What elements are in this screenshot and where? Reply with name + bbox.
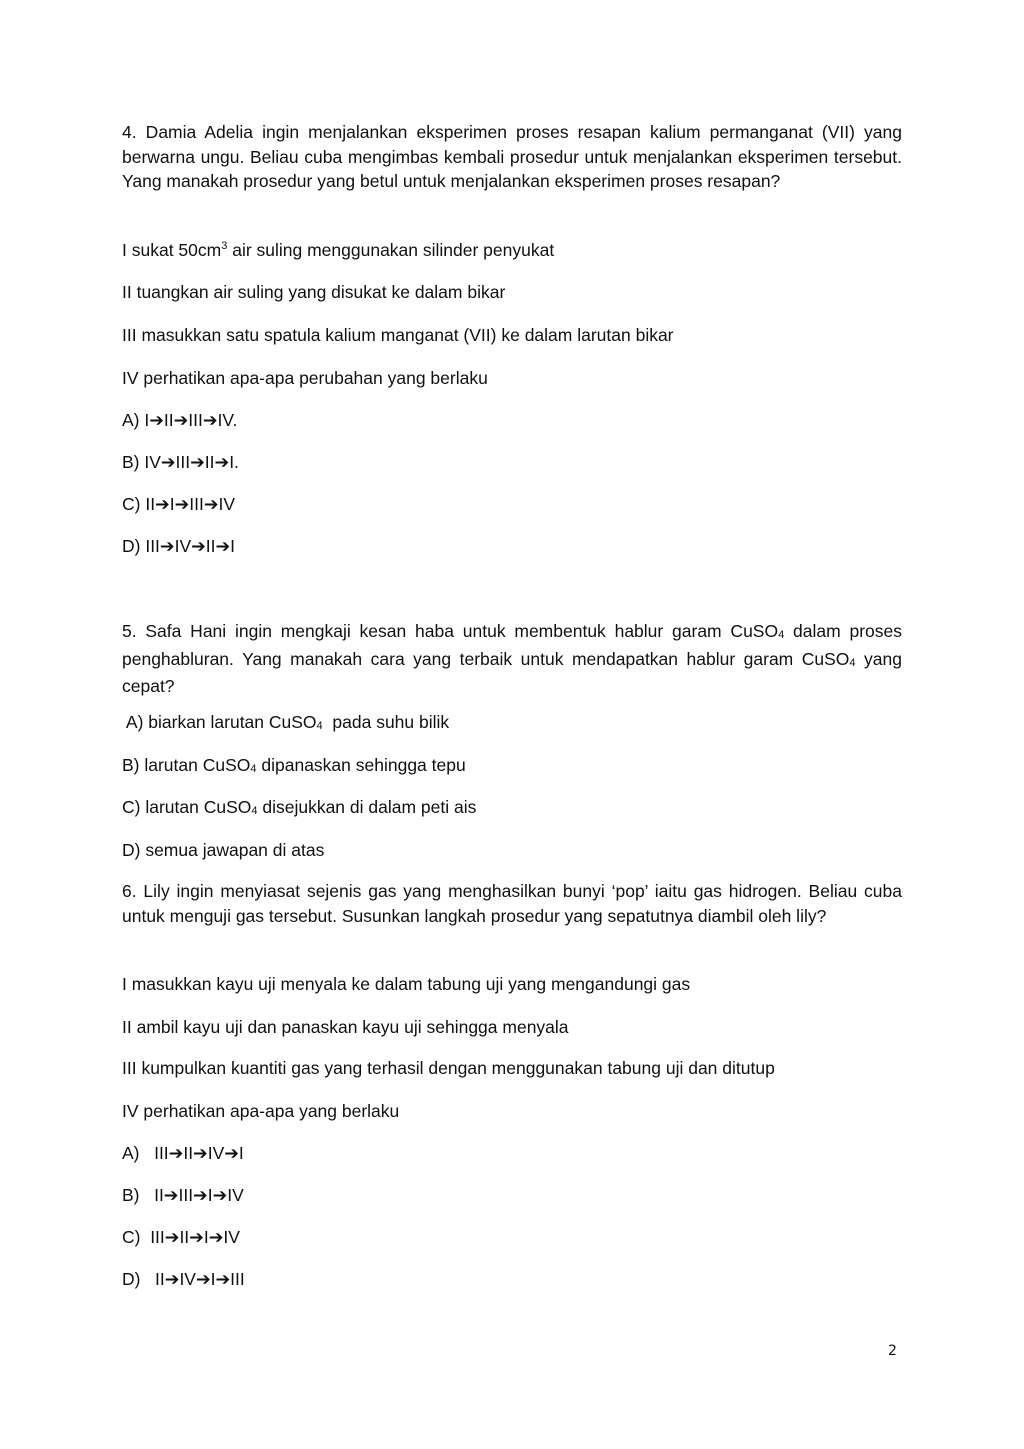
question-5-option-b bbox=[122, 753, 466, 780]
option-text: dipanaskan sehingga tepu bbox=[256, 755, 466, 775]
option-text: B) larutan CuSO bbox=[122, 755, 251, 775]
question-4-option-c: C) II➔I➔III➔IV bbox=[122, 494, 236, 514]
question-6-step-3: III kumpulkan kuantiti gas yang terhasil dengan menggunakan tabung uji dan ditutup bbox=[122, 1058, 775, 1078]
option-text: disejukkan di dalam peti ais bbox=[257, 797, 477, 817]
question-4-step-2: II tuangkan air suling yang disukat ke dalam bikar bbox=[122, 282, 506, 302]
option-text: pada suhu bilik bbox=[322, 712, 450, 732]
question-6-step-4: IV perhatikan apa-apa yang berlaku bbox=[122, 1101, 400, 1121]
question-4-option-d: D) III➔IV➔II➔I bbox=[122, 536, 236, 556]
option-text: A) biarkan larutan CuSO bbox=[122, 712, 317, 732]
subscript: 4 bbox=[251, 805, 258, 817]
stem-text: 5. Safa Hani ingin mengkaji kesan haba untuk membentuk hablur garam CuSO bbox=[122, 621, 779, 641]
question-4-step-4: IV perhatikan apa-apa perubahan yang berlaku bbox=[122, 368, 488, 388]
stem-text: yang cepat? bbox=[122, 648, 902, 696]
subscript: 4 bbox=[849, 656, 856, 669]
question-5-stem bbox=[122, 619, 902, 699]
question-6-stem: 6. Lily ingin menyiasat sejenis gas yang menghasilkan bunyi ‘pop’ iaitu gas hidrogen. Beliau cuba untuk menguji gas tersebut. Susunkan langkah prosedur yang sepatutnya diambil oleh lily? bbox=[122, 881, 902, 926]
question-5-option-c bbox=[122, 795, 476, 822]
question-6-step-1: I masukkan kayu uji menyala ke dalam tabung uji yang mengandungi gas bbox=[122, 974, 691, 994]
superscript: 3 bbox=[221, 240, 228, 253]
question-4-stem: 4. Damia Adelia ingin menjalankan eksperimen proses resapan kalium permanganat (VII) yang berwarna ungu. Beliau cuba mengimbas kembali prosedur untuk menjalankan eksperimen tersebut. Yang manakah prosedur yang betul untuk menjalankan eksperimen proses resapan? bbox=[122, 122, 902, 191]
question-4-step-1 bbox=[122, 238, 554, 262]
subscript: 4 bbox=[778, 629, 785, 641]
question-5-option-d: D) semua jawapan di atas bbox=[122, 840, 325, 860]
question-6-step-2: II ambil kayu uji dan panaskan kayu uji sehingga menyala bbox=[122, 1017, 569, 1037]
question-6-option-b: B) II➔III➔I➔IV bbox=[122, 1185, 244, 1205]
question-6-option-c: C) III➔II➔I➔IV bbox=[122, 1227, 240, 1247]
page-number: 2 bbox=[888, 1343, 897, 1359]
subscript: 4 bbox=[316, 720, 323, 732]
step-text: air suling menggunakan silinder penyukat bbox=[227, 240, 555, 260]
option-text: C) larutan CuSO bbox=[122, 797, 252, 817]
question-4-option-a: A) I➔II➔III➔IV. bbox=[122, 410, 238, 430]
question-4-option-b: B) IV➔III➔II➔I. bbox=[122, 452, 239, 472]
step-text: I sukat 50cm bbox=[122, 240, 222, 260]
question-5-option-a bbox=[122, 710, 449, 737]
question-6-option-a: A) III➔II➔IV➔I bbox=[122, 1143, 244, 1163]
question-6-option-d: D) II➔IV➔I➔III bbox=[122, 1269, 245, 1289]
stem-text: dalam proses penghabluran. Yang manakah cara yang terbaik untuk mendapatkan hablur garam CuSO bbox=[122, 621, 902, 669]
subscript: 4 bbox=[250, 763, 257, 775]
question-4-step-3: III masukkan satu spatula kalium manganat (VII) ke dalam larutan bikar bbox=[122, 325, 674, 345]
